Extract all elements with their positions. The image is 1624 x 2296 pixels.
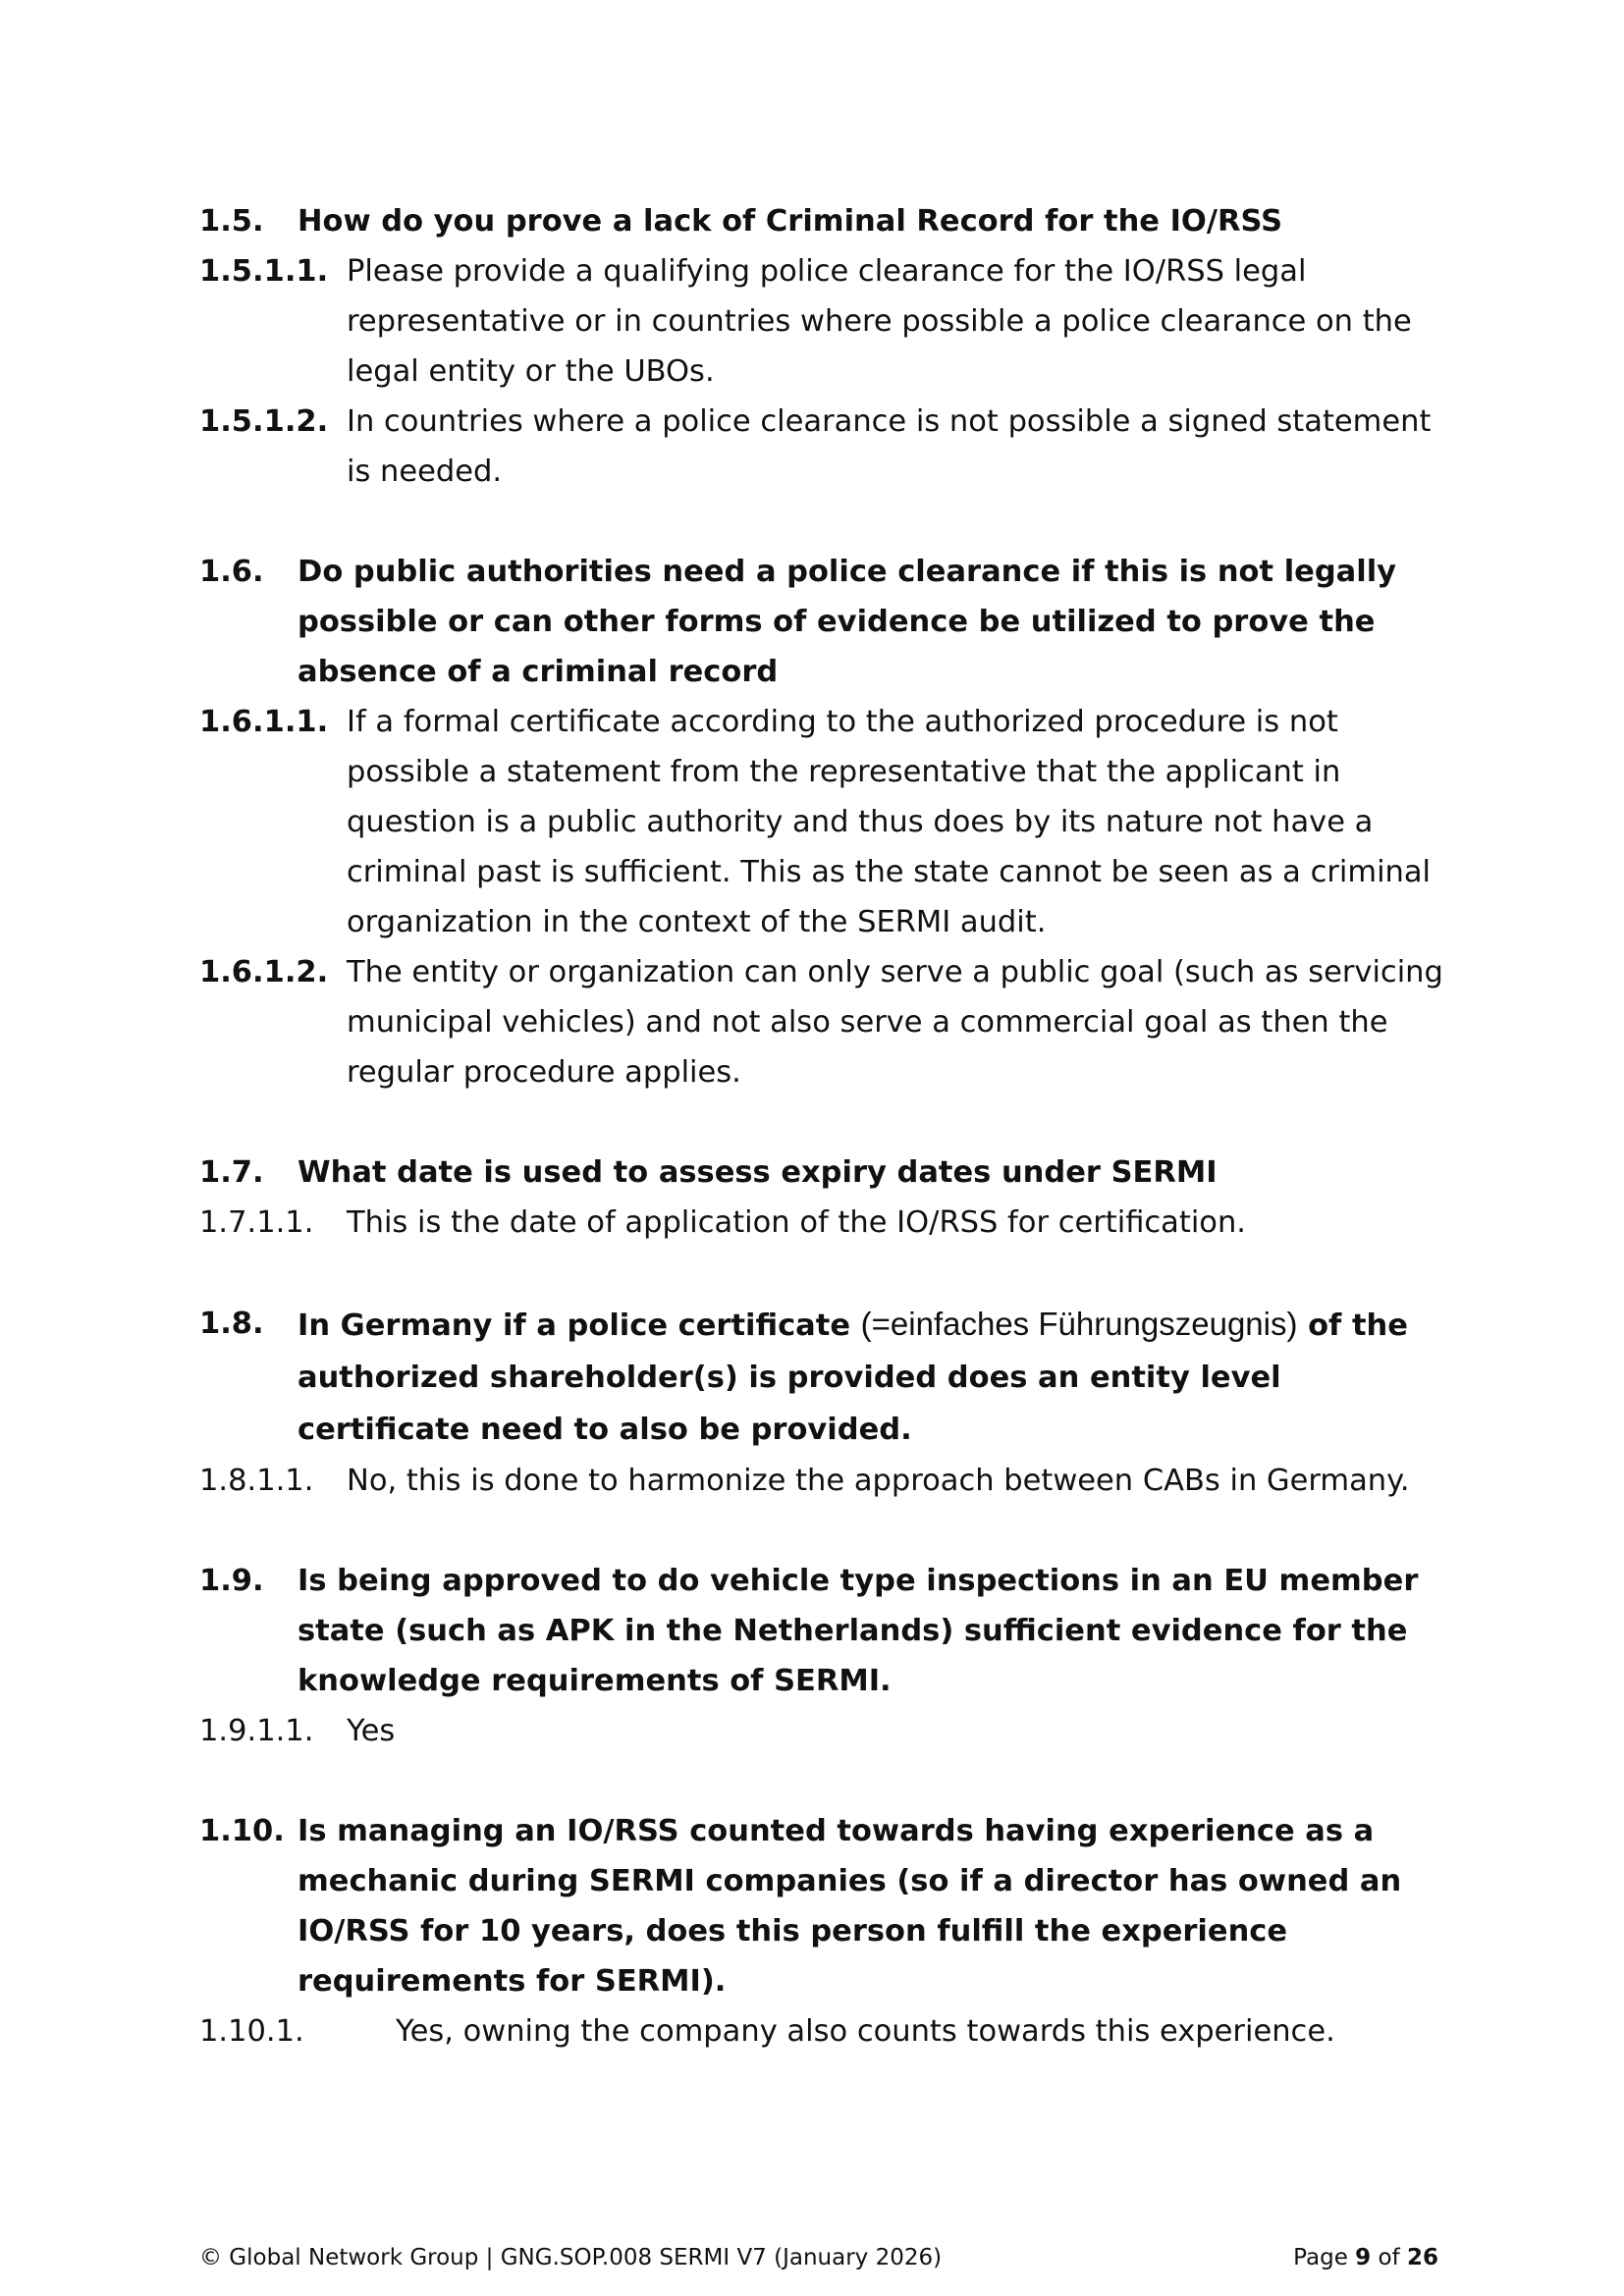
answer-text: If a formal certificate according to the authorized procedure is not possible a statement from the representative that the applicant in question is a public authority and thus does by its nature not have a criminal past is sufficient. This as the state cannot be seen as a criminal organization in the context of the SERMI audit. bbox=[347, 705, 1432, 939]
answer-text: Yes bbox=[347, 1714, 396, 1748]
answer-number: 1.6.1.1. bbox=[199, 705, 329, 739]
section-title-part: In Germany if a police certificate bbox=[298, 1308, 861, 1343]
section-heading-1-9 bbox=[199, 1556, 1446, 1706]
answer-number: 1.9.1.1. bbox=[199, 1714, 314, 1748]
answer-1-6-1-1 bbox=[199, 697, 1446, 947]
answer-text: In countries where a police clearance is not possible a signed statement is needed. bbox=[347, 404, 1432, 489]
answer-text: This is the date of application of the IO/RSS for certification. bbox=[347, 1205, 1246, 1240]
section-title-part: of the authorized shareholder(s) is provided does an entity level certificate need to also be provided. bbox=[298, 1308, 1408, 1447]
section-number: 1.10. bbox=[199, 1814, 285, 1848]
section-title: What date is used to assess expiry dates under SERMI bbox=[298, 1155, 1218, 1190]
section-title-german-term: (=einfaches Führungszeugnis) bbox=[860, 1306, 1298, 1342]
page-of: of bbox=[1371, 2245, 1407, 2270]
page-prefix: Page bbox=[1293, 2245, 1356, 2270]
footer-copyright: © Global Network Group | GNG.SOP.008 SERMI V7 (January 2026) bbox=[199, 2245, 943, 2270]
answer-number: 1.10.1. bbox=[199, 2014, 304, 2049]
section-heading-1-5 bbox=[199, 196, 1446, 246]
section-heading-1-6 bbox=[199, 547, 1446, 697]
section-number: 1.6. bbox=[199, 555, 264, 589]
section-title: Is being approved to do vehicle type inspections in an EU member state (such as APK in the Netherlands) sufficient evidence for the knowledge requirements of SERMI. bbox=[298, 1564, 1419, 1698]
answer-1-5-1-1 bbox=[199, 246, 1446, 397]
answer-number: 1.7.1.1. bbox=[199, 1205, 314, 1240]
answer-text: Please provide a qualifying police clearance for the IO/RSS legal representative or in countries where possible a police clearance on the legal entity or the UBOs. bbox=[347, 254, 1412, 389]
section-title: How do you prove a lack of Criminal Record for the IO/RSS bbox=[298, 204, 1283, 239]
answer-1-7-1-1 bbox=[199, 1198, 1446, 1248]
answer-1-8-1-1 bbox=[199, 1456, 1446, 1506]
answer-text: No, this is done to harmonize the approach between CABs in Germany. bbox=[347, 1464, 1410, 1498]
section-heading-1-8 bbox=[199, 1298, 1446, 1456]
answer-1-10-1 bbox=[199, 2006, 1446, 2056]
section-heading-1-7 bbox=[199, 1148, 1446, 1198]
answer-1-5-1-2 bbox=[199, 397, 1446, 497]
page-footer bbox=[199, 2245, 1438, 2270]
answer-text: Yes, owning the company also counts towards this experience. bbox=[396, 2014, 1335, 2049]
answer-number: 1.8.1.1. bbox=[199, 1464, 314, 1498]
answer-text: The entity or organization can only serve a public goal (such as servicing municipal vehicles) and not also serve a commercial goal as then the regular procedure applies. bbox=[347, 955, 1443, 1090]
answer-number: 1.6.1.2. bbox=[199, 955, 329, 989]
section-title: Do public authorities need a police clearance if this is not legally possible or can other forms of evidence be utilized to prove the absence of a criminal record bbox=[298, 555, 1397, 689]
section-title bbox=[298, 1298, 1446, 1456]
page-current: 9 bbox=[1355, 2245, 1372, 2270]
answer-1-6-1-2 bbox=[199, 947, 1446, 1097]
section-title: Is managing an IO/RSS counted towards having experience as a mechanic during SERMI companies (so if a director has owned an IO/RSS for 10 years, does this person fulfill the experience requirements for SERMI). bbox=[298, 1814, 1402, 1999]
section-number: 1.5. bbox=[199, 204, 264, 239]
section-heading-1-10 bbox=[199, 1806, 1446, 2006]
answer-number: 1.5.1.2. bbox=[199, 404, 329, 439]
section-number: 1.9. bbox=[199, 1564, 264, 1598]
page-total: 26 bbox=[1406, 2245, 1438, 2270]
page-indicator bbox=[1293, 2245, 1438, 2270]
section-number: 1.8. bbox=[199, 1307, 264, 1341]
section-number: 1.7. bbox=[199, 1155, 264, 1190]
answer-1-9-1-1 bbox=[199, 1706, 1446, 1756]
answer-number: 1.5.1.1. bbox=[199, 254, 329, 289]
document-body bbox=[199, 196, 1446, 2056]
